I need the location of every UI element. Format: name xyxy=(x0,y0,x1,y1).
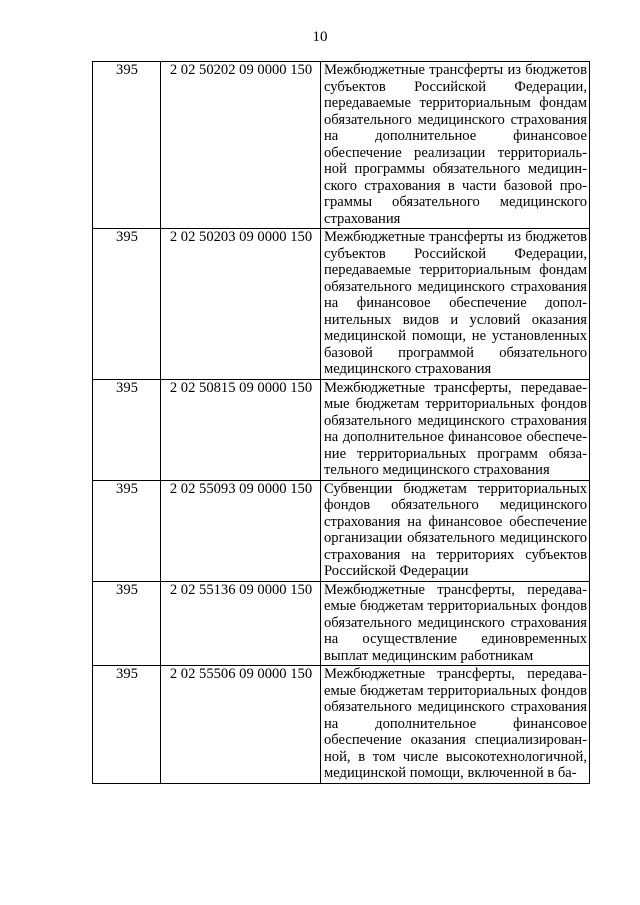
budget-code-cell: 2 02 55506 09 0000 150 xyxy=(161,666,321,784)
table-row xyxy=(93,62,590,229)
revenue-name-cell: Субвенции бюджетам территориальных фондов обязательного медицинского страхования на финансовое обеспечение организации обязательного медицинского страхования на территориях субъектов Российской Федерации xyxy=(321,480,590,581)
administrator-code-cell: 395 xyxy=(93,229,161,380)
table-row xyxy=(93,379,590,480)
revenue-name-cell: Межбюджетные трансферты из бюджетов субъектов Российской Федерации, передаваемые территориальным фондам обязательного медицинского страхования на финансовое обеспечение дополнительных видов и условий оказания медицинской помощи, не установленных базовой программой обязательного медицинского страхования xyxy=(321,229,590,380)
revenue-name-cell: Межбюджетные трансферты, передаваемые бюджетам территориальных фондов обязательного медицинского страхования на дополнительное финансовое обеспечение оказания специализированной, в том числе высокотехнологичной, медицинской помощи, включенной в ба- xyxy=(321,666,590,784)
administrator-code-cell: 395 xyxy=(93,480,161,581)
budget-classification-table xyxy=(92,61,590,784)
budget-code-cell: 2 02 50815 09 0000 150 xyxy=(161,379,321,480)
revenue-name-cell: Межбюджетные трансферты, передаваемые бюджетам территориальных фондов обязательного медицинского страхования на дополнительное финансовое обеспечение территориальных программ обязательного медицинского страхования xyxy=(321,379,590,480)
revenue-name-cell: Межбюджетные трансферты, передаваемые бюджетам территориальных фондов обязательного медицинского страхования на осуществление единовременных выплат медицинским работникам xyxy=(321,581,590,666)
table-row xyxy=(93,480,590,581)
budget-code-cell: 2 02 55093 09 0000 150 xyxy=(161,480,321,581)
table-row xyxy=(93,666,590,784)
administrator-code-cell: 395 xyxy=(93,379,161,480)
revenue-name-cell: Межбюджетные трансферты из бюджетов субъектов Российской Федерации, передаваемые территориальным фондам обязательного медицинского страхования на дополнительное финансовое обеспечение реализации территориальной программы обязательного медицинского страхования в части базовой программы обязательного медицинского страхования xyxy=(321,62,590,229)
administrator-code-cell: 395 xyxy=(93,581,161,666)
table-row xyxy=(93,229,590,380)
page-number: 10 xyxy=(312,29,328,45)
budget-code-cell: 2 02 55136 09 0000 150 xyxy=(161,581,321,666)
budget-code-cell: 2 02 50203 09 0000 150 xyxy=(161,229,321,380)
table-row xyxy=(93,581,590,666)
administrator-code-cell: 395 xyxy=(93,62,161,229)
budget-code-cell: 2 02 50202 09 0000 150 xyxy=(161,62,321,229)
administrator-code-cell: 395 xyxy=(93,666,161,784)
